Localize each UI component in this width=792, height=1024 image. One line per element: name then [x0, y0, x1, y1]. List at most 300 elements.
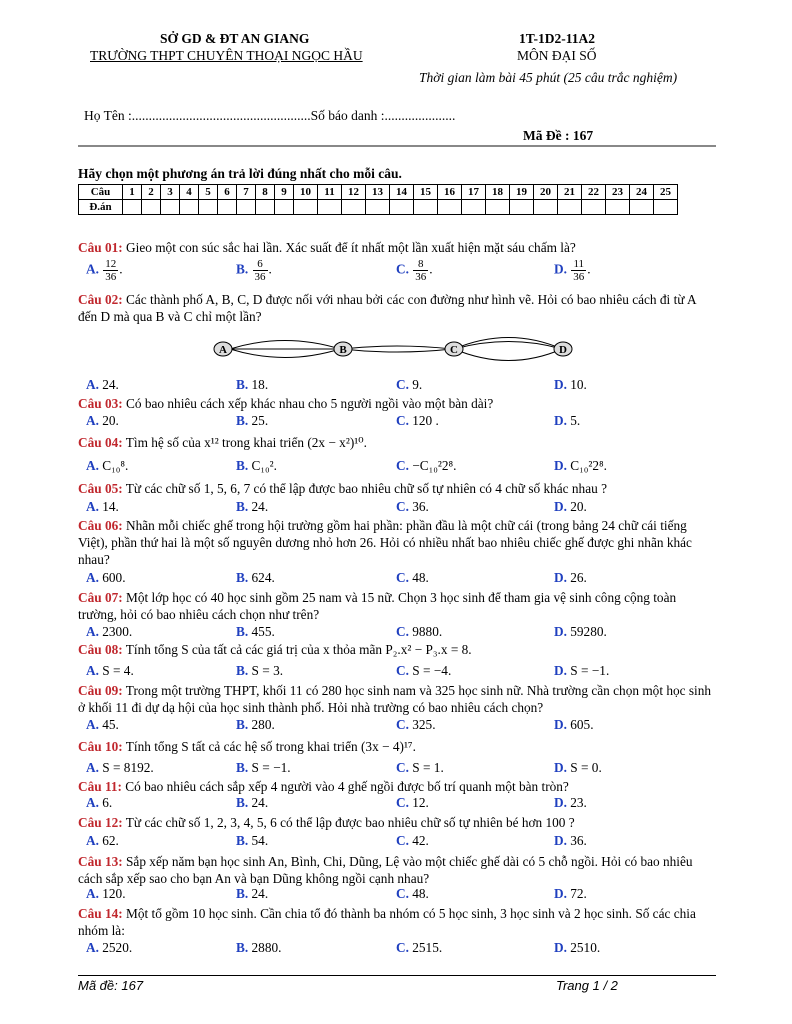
answer-option-d[interactable] [554, 570, 587, 586]
answer-option-c[interactable] [396, 795, 429, 811]
option-text: 23. [566, 795, 587, 810]
question-12-stem [78, 814, 716, 831]
answer-option-b[interactable] [236, 499, 268, 515]
option-letter: B. [236, 795, 249, 810]
answer-option-d[interactable] [554, 458, 607, 474]
option-letter: D. [554, 377, 567, 392]
option-letter: C. [396, 624, 409, 639]
option-text: 2880. [248, 940, 282, 955]
answer-option-c[interactable] [396, 413, 439, 429]
answer-cell[interactable] [123, 200, 142, 215]
question-6-stem [78, 517, 716, 568]
answer-option-d[interactable] [554, 377, 587, 393]
option-letter: A. [86, 886, 99, 901]
subject-name: MÔN ĐẠI SỐ [517, 48, 597, 63]
option-letter: B. [236, 261, 249, 277]
answer-cell[interactable] [486, 200, 510, 215]
question-13-options [86, 886, 716, 903]
option-letter: B. [236, 663, 249, 678]
answer-row-label: Đ.án [79, 200, 123, 215]
question-7-stem [78, 589, 716, 623]
option-letter: C. [396, 570, 409, 585]
answer-option-a[interactable] [86, 663, 134, 679]
road-c-d [454, 349, 562, 361]
answer-cell[interactable] [558, 200, 582, 215]
question-text: Tìm hệ số của x¹² trong khai triển (2x − x²)¹⁰. [122, 435, 367, 450]
city-road-diagram [205, 336, 585, 362]
question-text: Có bao nhiêu cách xếp khác nhau cho 5 người ngồi vào một bàn dài? [122, 396, 494, 411]
answer-column-number: 23 [606, 185, 630, 200]
student-name-line: Họ Tên :.....................................................Số báo danh :..................... [84, 108, 456, 123]
fraction-numerator: 6 [253, 258, 268, 271]
question-3-options [86, 413, 716, 430]
option-text: 120 . [408, 413, 439, 428]
fraction [253, 258, 268, 283]
option-letter: B. [236, 624, 249, 639]
answer-cell[interactable] [414, 200, 438, 215]
answer-cell[interactable] [275, 200, 294, 215]
option-text: 24. [248, 499, 269, 514]
answer-column-number: 14 [390, 185, 414, 200]
footer-divider [78, 975, 716, 976]
question-label: Câu 11: [78, 779, 122, 794]
answer-cell[interactable] [630, 200, 654, 215]
option-letter: D. [554, 663, 567, 678]
option-letter: D. [554, 458, 567, 473]
option-text: 24. [248, 795, 269, 810]
option-text: 5. [566, 413, 581, 428]
question-5-stem [78, 480, 716, 497]
option-text: 36. [566, 833, 587, 848]
option-letter: A. [86, 663, 99, 678]
option-text: 36. [408, 499, 429, 514]
option-text: S = −1. [248, 760, 291, 775]
answer-option-a[interactable] [86, 795, 112, 811]
fraction-denominator: 36 [415, 271, 427, 283]
answer-option-b[interactable] [236, 377, 268, 393]
answer-option-b[interactable] [236, 663, 283, 679]
road-b-c [342, 346, 452, 349]
answer-option-d[interactable] [554, 663, 609, 679]
option-letter: D. [554, 261, 567, 277]
option-text: 18. [248, 377, 269, 392]
answer-option-b[interactable] [236, 886, 268, 902]
answer-column-number: 4 [180, 185, 199, 200]
answer-cell[interactable] [237, 200, 256, 215]
option-letter: A. [86, 717, 99, 732]
road-c-d [454, 338, 562, 350]
question-label: Câu 04: [78, 435, 123, 450]
question-label: Câu 09: [78, 683, 123, 698]
answer-option-d[interactable] [554, 886, 587, 902]
answer-option-a[interactable] [86, 458, 128, 474]
question-label: Câu 12: [78, 815, 123, 830]
option-letter: B. [236, 940, 249, 955]
svg-text:A: A [219, 344, 227, 356]
answer-column-number: 21 [558, 185, 582, 200]
department-name: SỞ GD & ĐT AN GIANG [160, 31, 310, 46]
answer-option-b[interactable] [236, 833, 268, 849]
option-text: 455. [248, 624, 275, 639]
option-letter: B. [236, 499, 249, 514]
question-label: Câu 07: [78, 590, 123, 605]
node-b [334, 342, 352, 356]
answer-option-c[interactable]: C. $\frac{8}{36}$ . [396, 258, 433, 283]
answer-column-number: 8 [256, 185, 275, 200]
option-text: 2515. [408, 940, 443, 955]
answer-option-b[interactable] [236, 624, 275, 640]
option-text: 59280. [566, 624, 607, 639]
answer-column-number: 16 [438, 185, 462, 200]
option-letter: C. [396, 663, 409, 678]
option-text: 25. [248, 413, 269, 428]
node-d [554, 342, 572, 356]
road-a-b [230, 349, 340, 358]
option-letter: B. [236, 717, 249, 732]
option-text: 48. [408, 570, 429, 585]
option-letter: D. [554, 760, 567, 775]
option-letter: D. [554, 499, 567, 514]
svg-text:C: C [450, 344, 458, 356]
option-text: 62. [98, 833, 119, 848]
question-12-options [86, 833, 716, 850]
option-letter: D. [554, 717, 567, 732]
answer-option-c[interactable] [396, 940, 442, 956]
answer-option-a[interactable] [86, 886, 126, 902]
answer-option-d[interactable] [554, 717, 594, 733]
svg-text:D: D [559, 344, 567, 356]
question-text: Các thành phố A, B, C, D được nối với nhau bởi các con đường như hình vẽ. Hỏi có bao nhiêu cách đi từ A đến D mà qua B và C chỉ một lần? [78, 292, 696, 324]
answer-cell[interactable] [218, 200, 237, 215]
footer-page-number: Trang 1 / 2 [556, 978, 618, 993]
option-text: −C₁₀²2⁸. [408, 458, 457, 473]
answer-column-number: 19 [510, 185, 534, 200]
question-text: Nhãn mỗi chiếc ghế trong hội trường gồm hai phần: phần đầu là một chữ cái (trong bảng 24 chữ cái tiếng Việt), phần thứ hai là một số nguyên dương nhỏ hơn 26. Hỏi có nhiều nhất bao nhiêu chiếc ghế được ghi nhãn khác nhau? [78, 518, 692, 567]
option-text: S = 0. [566, 760, 602, 775]
answer-row-label: Câu [79, 185, 123, 200]
question-3-stem [78, 395, 716, 412]
question-4-stem [78, 434, 716, 451]
option-letter: D. [554, 833, 567, 848]
answer-option-d[interactable] [554, 760, 602, 776]
option-letter: D. [554, 886, 567, 901]
fraction-numerator: 11 [571, 258, 586, 271]
option-letter: D. [554, 795, 567, 810]
option-text: 26. [566, 570, 587, 585]
option-letter: B. [236, 413, 249, 428]
road-a-b [230, 341, 340, 350]
answer-option-a[interactable]: A. $\frac{12}{36}$ . [86, 258, 123, 283]
option-text: 120. [98, 886, 126, 901]
option-letter: B. [236, 833, 249, 848]
option-letter: B. [236, 570, 249, 585]
answer-cell[interactable] [654, 200, 678, 215]
question-14-stem [78, 905, 716, 939]
question-text: Từ các chữ số 1, 2, 3, 4, 5, 6 có thể lập được bao nhiêu chữ số tự nhiên bé hơn 100 ? [122, 815, 575, 830]
question-9-options [86, 717, 716, 734]
answer-option-c[interactable] [396, 760, 444, 776]
answer-cell[interactable] [342, 200, 366, 215]
option-letter: A. [86, 940, 99, 955]
question-text: Trong một trường THPT, khối 11 có 280 học sinh nam và 325 học sinh nữ. Nhà trường cần chọn một học sinh ở khối 11 đi dự dạ hội của học sinh thành phố. Hỏi nhà trường có bao nhiêu cách chọn? [78, 683, 712, 715]
option-text: 12. [408, 795, 429, 810]
answer-column-number: 9 [275, 185, 294, 200]
option-letter: A. [86, 499, 99, 514]
option-text: 9. [408, 377, 423, 392]
question-2-options [86, 377, 716, 394]
option-text: 20. [98, 413, 119, 428]
option-text: C₁₀². [248, 458, 277, 473]
option-text: 45. [98, 717, 119, 732]
svg-text:B: B [339, 344, 347, 356]
question-label: Câu 01: [78, 240, 123, 255]
fraction [103, 258, 118, 283]
answer-option-a[interactable] [86, 499, 119, 515]
answer-option-b[interactable] [236, 760, 291, 776]
option-text: 24. [98, 377, 119, 392]
question-text: Một tổ gồm 10 học sinh. Cần chia tổ đó thành ba nhóm có 5 học sinh, 3 học sinh và 2 học sinh. Số các chia nhóm là: [78, 906, 696, 938]
option-letter: D. [554, 940, 567, 955]
fraction-numerator: 8 [413, 258, 428, 271]
option-text: 2510. [566, 940, 601, 955]
question-label: Câu 10: [78, 739, 123, 754]
answer-option-d[interactable] [554, 833, 587, 849]
question-label: Câu 08: [78, 642, 123, 657]
answer-column-number: 10 [294, 185, 318, 200]
question-label: Câu 05: [78, 481, 123, 496]
answer-option-a[interactable] [86, 833, 119, 849]
option-text: 10. [566, 377, 587, 392]
option-text: S = 3. [248, 663, 284, 678]
option-text: S = −4. [408, 663, 452, 678]
option-text: 20. [566, 499, 587, 514]
answer-option-a[interactable] [86, 940, 132, 956]
fraction-denominator: 36 [254, 271, 266, 283]
option-text: 280. [248, 717, 275, 732]
answer-cell[interactable] [180, 200, 199, 215]
question-7-options [86, 624, 716, 641]
option-letter: C. [396, 940, 409, 955]
option-letter: C. [396, 261, 409, 277]
option-letter: C. [396, 377, 409, 392]
answer-column-number: 2 [142, 185, 161, 200]
question-label: Câu 03: [78, 396, 123, 411]
option-letter: B. [236, 458, 249, 473]
answer-column-number: 15 [414, 185, 438, 200]
answer-option-d[interactable]: D. $\frac{11}{36}$ . [554, 258, 591, 283]
option-letter: B. [236, 377, 249, 392]
option-text: C₁₀⁸. [98, 458, 129, 473]
option-letter: C. [396, 833, 409, 848]
question-5-options [86, 499, 716, 516]
answer-option-b[interactable] [236, 940, 281, 956]
option-letter: C. [396, 886, 409, 901]
answer-column-number: 22 [582, 185, 606, 200]
question-text: Một lớp học có 40 học sinh gồm 25 nam và 15 nữ. Chọn 3 học sinh để tham gia vệ sinh công cộng toàn trường, hỏi có bao nhiêu cách chọn như trên? [78, 590, 677, 622]
option-letter: A. [86, 570, 99, 585]
question-10-options [86, 760, 716, 777]
option-text: 600. [98, 570, 126, 585]
question-6-options [86, 570, 716, 587]
option-text: 9880. [408, 624, 443, 639]
answer-option-b[interactable] [236, 795, 268, 811]
answer-option-d[interactable] [554, 940, 600, 956]
option-letter: A. [86, 760, 99, 775]
answer-column-number: 25 [654, 185, 678, 200]
answer-cell[interactable] [438, 200, 462, 215]
answer-sheet-table [78, 184, 678, 215]
answer-cell[interactable] [199, 200, 218, 215]
answer-option-c[interactable] [396, 458, 457, 474]
option-letter: C. [396, 795, 409, 810]
option-letter: A. [86, 833, 99, 848]
option-letter: C. [396, 717, 409, 732]
header-divider [78, 145, 716, 147]
question-11-stem [78, 778, 716, 795]
question-text: Tính tổng S của tất cả các giá trị của x thỏa mãn P₂.x² − P₃.x = 8. [122, 642, 472, 657]
answer-column-number: 24 [630, 185, 654, 200]
answer-cell[interactable] [462, 200, 486, 215]
answer-option-a[interactable] [86, 717, 119, 733]
road-b-c [342, 349, 452, 352]
option-text: 72. [566, 886, 587, 901]
option-letter: D. [554, 624, 567, 639]
answer-option-a[interactable] [86, 760, 154, 776]
question-label: Câu 02: [78, 292, 123, 307]
question-text: Gieo một con súc sắc hai lần. Xác suất để ít nhất một lần xuất hiện mặt sáu chấm là? [122, 240, 576, 255]
option-text: 2300. [98, 624, 133, 639]
option-letter: A. [86, 261, 99, 277]
option-text: 24. [248, 886, 269, 901]
option-letter: D. [554, 413, 567, 428]
question-1-stem [78, 239, 716, 256]
answer-option-d[interactable] [554, 499, 587, 515]
answer-option-a[interactable] [86, 413, 119, 429]
exam-duration: Thời gian làm bài 45 phút (25 câu trắc nghiệm) [419, 70, 678, 85]
answer-option-d[interactable] [554, 413, 580, 429]
option-text: S = −1. [566, 663, 610, 678]
node-c [445, 342, 463, 356]
answer-column-number: 17 [462, 185, 486, 200]
question-10-stem [78, 738, 716, 755]
answer-option-c[interactable] [396, 717, 436, 733]
fraction-numerator: 12 [105, 258, 117, 270]
question-label: Câu 06: [78, 518, 123, 533]
answer-option-c[interactable] [396, 570, 429, 586]
answer-option-c[interactable] [396, 833, 429, 849]
question-label: Câu 14: [78, 906, 123, 921]
answer-option-a[interactable] [86, 570, 126, 586]
question-text: Sắp xếp năm bạn học sinh An, Bình, Chi, Dũng, Lệ vào một chiếc ghế dài có 5 chỗ ngồi. Hỏi có bao nhiêu cách sắp xếp sao cho bạn An và bạn Dũng không ngồi cạnh nhau? [78, 854, 693, 886]
answer-cell[interactable] [294, 200, 318, 215]
option-letter: C. [396, 760, 409, 775]
option-letter: B. [236, 886, 249, 901]
answer-option-c[interactable] [396, 377, 422, 393]
fraction-denominator: 36 [105, 271, 117, 283]
answer-cell[interactable] [534, 200, 558, 215]
option-text: 2520. [98, 940, 133, 955]
question-text: Có bao nhiêu cách sắp xếp 4 người vào 4 ghế ngồi được bố trí quanh một bàn tròn? [121, 779, 569, 794]
question-2-stem [78, 291, 716, 325]
answer-option-c[interactable] [396, 663, 451, 679]
option-text: C₁₀²2⁸. [566, 458, 607, 473]
answer-cell[interactable] [510, 200, 534, 215]
answer-option-a[interactable] [86, 624, 132, 640]
answer-cell[interactable] [142, 200, 161, 215]
answer-column-number: 5 [199, 185, 218, 200]
option-letter: D. [554, 570, 567, 585]
footer-exam-code: Mã đề: 167 [78, 978, 144, 993]
answer-option-d[interactable] [554, 624, 607, 640]
question-text: Tính tổng S tất cả các hệ số trong khai triển (3x − 4)¹⁷. [122, 739, 416, 754]
answer-column-number: 3 [161, 185, 180, 200]
option-letter: A. [86, 624, 99, 639]
school-name: TRƯỜNG THPT CHUYÊN THOẠI NGỌC HẦU [90, 48, 363, 63]
answer-cell[interactable] [318, 200, 342, 215]
option-text: 605. [566, 717, 594, 732]
option-letter: C. [396, 413, 409, 428]
answer-cell[interactable] [366, 200, 390, 215]
answer-column-number: 11 [318, 185, 342, 200]
answer-option-b[interactable] [236, 717, 275, 733]
fraction [413, 258, 428, 283]
question-14-options [86, 940, 716, 957]
option-letter: A. [86, 413, 99, 428]
question-label: Câu 13: [78, 854, 123, 869]
answer-option-b[interactable]: B. $\frac{6}{36}$ . [236, 258, 272, 283]
option-text: 42. [408, 833, 429, 848]
question-8-stem [78, 641, 716, 658]
fraction-denominator: 36 [573, 271, 585, 283]
exam-code-header: 1T-1D2-11A2 [519, 31, 596, 46]
answer-column-number: 1 [123, 185, 142, 200]
answer-column-number: 13 [366, 185, 390, 200]
option-letter: A. [86, 795, 99, 810]
answer-column-number: 20 [534, 185, 558, 200]
instructions: Hãy chọn một phương án trả lời đúng nhất cho mỗi câu. [78, 166, 402, 181]
answer-cell[interactable] [256, 200, 275, 215]
answer-option-a[interactable] [86, 377, 119, 393]
answer-cell[interactable] [161, 200, 180, 215]
answer-option-c[interactable] [396, 624, 442, 640]
question-4-options [86, 458, 716, 475]
fraction [571, 258, 586, 283]
question-13-stem [78, 853, 716, 887]
option-text: S = 1. [408, 760, 444, 775]
option-letter: B. [236, 760, 249, 775]
option-text: 624. [248, 570, 275, 585]
answer-option-c[interactable] [396, 499, 429, 515]
answer-cell[interactable] [606, 200, 630, 215]
exam-code: Mã Đề : 167 [523, 128, 594, 143]
answer-option-b[interactable] [236, 413, 268, 429]
answer-option-c[interactable] [396, 886, 429, 902]
answer-option-b[interactable] [236, 570, 275, 586]
answer-cell[interactable] [582, 200, 606, 215]
answer-column-number: 12 [342, 185, 366, 200]
question-11-options [86, 795, 716, 812]
answer-column-number: 18 [486, 185, 510, 200]
answer-option-b[interactable] [236, 458, 277, 474]
option-text: 14. [98, 499, 119, 514]
answer-cell[interactable] [390, 200, 414, 215]
option-text: S = 8192. [98, 760, 154, 775]
question-1-options [86, 258, 716, 283]
answer-column-number: 7 [237, 185, 256, 200]
answer-option-d[interactable] [554, 795, 587, 811]
question-8-options [86, 663, 716, 680]
option-text: 325. [408, 717, 436, 732]
